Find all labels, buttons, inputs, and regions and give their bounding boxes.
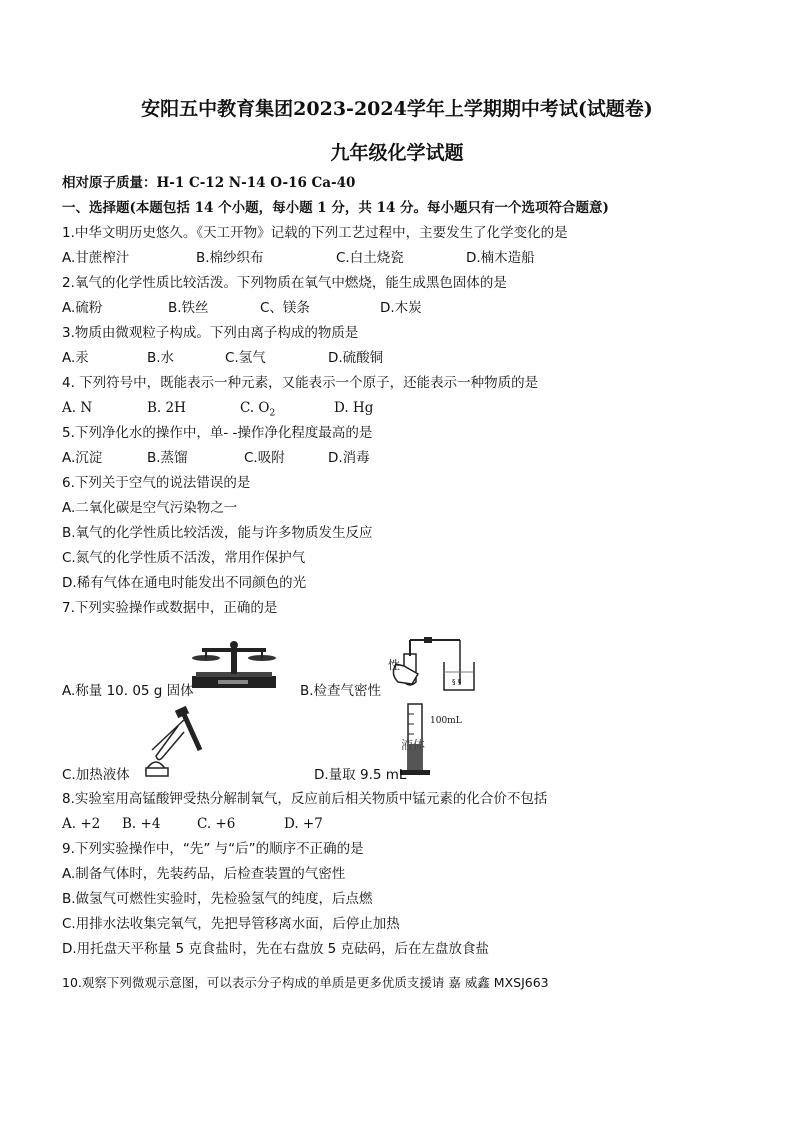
atomic-mass-line: 相对原子质量：H-1 C-12 N-14 O-16 Ca-40	[62, 175, 356, 191]
q8-stem: 8.实验室用高锰酸钾受热分解制氧气，反应前后相关物质中锰元素的化合价不包括	[62, 791, 548, 807]
q5-option-c: C.吸附	[244, 450, 285, 466]
q4-option-c: C. $O_2$	[240, 400, 276, 419]
q2-option-d: D.木炭	[380, 300, 422, 316]
q9-option-b: B.做氢气可燃性实验时，先检验氢气的纯度，后点燃	[62, 891, 373, 907]
q3-option-b: B.水	[147, 350, 175, 366]
q6-option-a: A.二氧化碳是空气污染物之一	[62, 500, 238, 516]
q4-stem: 4. 下列符号中，既能表示一种元素，又能表示一个原子，还能表示一种物质的是	[62, 375, 539, 391]
q4-option-b: B. 2H	[147, 400, 186, 416]
q7-option-d: D.量取 9.5 mL	[314, 767, 407, 783]
q2-stem: 2.氧气的化学性质比较活泼。下列物质在氧气中燃烧，能生成黑色固体的是	[62, 275, 507, 291]
q8-option-d: D. +7	[284, 816, 323, 832]
q5-option-d: D.消毒	[328, 450, 370, 466]
q1-option-c: C.白土烧瓷	[336, 250, 404, 266]
q10-stem: 10.观察下列微观示意图，可以表示分子构成的单质是更多优质支援请 嘉 威鑫 MXSJ663	[62, 975, 549, 990]
q6-option-b: B.氧气的化学性质比较活泼，能与许多物质发生反应	[62, 525, 373, 541]
q9-option-a: A.制备气体时，先装药品，后检查装置的气密性	[62, 866, 346, 882]
q7-option-c: C.加热液体	[62, 767, 130, 783]
exam-title: 安阳五中教育集团2023-2024学年上学期期中考试(试题卷)	[141, 98, 653, 120]
q8-option-c: C. +6	[197, 816, 236, 832]
exam-subtitle: 九年级化学试题	[330, 142, 464, 164]
hand-label: 性	[388, 658, 401, 672]
q5-option-b: B.蒸馏	[147, 450, 188, 466]
q1-option-d: D.楠木造船	[466, 250, 535, 266]
liquid-label: 液体	[401, 738, 426, 752]
q3-option-c: C.氢气	[225, 350, 266, 366]
q6-option-c: C.氮气的化学性质不活泼，常用作保护气	[62, 550, 306, 566]
q6-option-d: D.稀有气体在通电时能发出不同颜色的光	[62, 575, 307, 591]
q6-stem: 6.下列关于空气的说法错误的是	[62, 475, 251, 491]
q8-option-a: A. +2	[62, 816, 101, 832]
heating-liquid-figure	[142, 706, 222, 778]
q1-option-b: B.棉纱织布	[196, 250, 264, 266]
q5-option-a: A.沉淀	[62, 450, 103, 466]
svg-text:§ §: § §	[452, 678, 462, 686]
balance-scale-figure	[188, 636, 280, 690]
q4-option-d: D. Hg	[334, 400, 374, 416]
q3-stem: 3.物质由微观粒子构成。下列由离子构成的物质是	[62, 325, 359, 341]
q7-option-b: B.检查气密性	[300, 683, 382, 699]
q9-option-c: C.用排水法收集完氧气，先把导管移离水面，后停止加热	[62, 916, 400, 932]
q4-option-a: A. N	[62, 400, 93, 416]
q2-option-b: B.铁丝	[168, 300, 209, 316]
q3-option-d: D.硫酸铜	[328, 350, 384, 366]
q9-option-d: D.用托盘天平称量 5 克食盐时，先在右盘放 5 克砝码，后在左盘放食盐	[62, 941, 490, 957]
section-heading: 一、选择题(本题包括 14 个小题，每小题 1 分，共 14 分。每小题只有一个选项符合题意)	[62, 200, 609, 216]
q1-stem: 1.中华文明历史悠久。《天工开物》记载的下列工艺过程中，主要发生了化学变化的是	[62, 225, 568, 241]
q2-option-a: A.硫粉	[62, 300, 103, 316]
q5-stem: 5.下列净化水的操作中，单- -操作净化程度最高的是	[62, 425, 373, 441]
cylinder-label: 100mL	[430, 716, 462, 726]
q7-stem: 7.下列实验操作或数据中，正确的是	[62, 600, 278, 616]
q9-stem: 9.下列实验操作中，“先” 与“后”的顺序不正确的是	[62, 841, 364, 857]
q3-option-a: A.汞	[62, 350, 89, 366]
q7-option-a: A.称量 10. 05 g 固体	[62, 683, 194, 699]
q1-option-a: A.甘蔗榨汁	[62, 250, 130, 266]
q2-option-c: C、镁条	[260, 300, 310, 316]
q8-option-b: B. +4	[122, 816, 161, 832]
